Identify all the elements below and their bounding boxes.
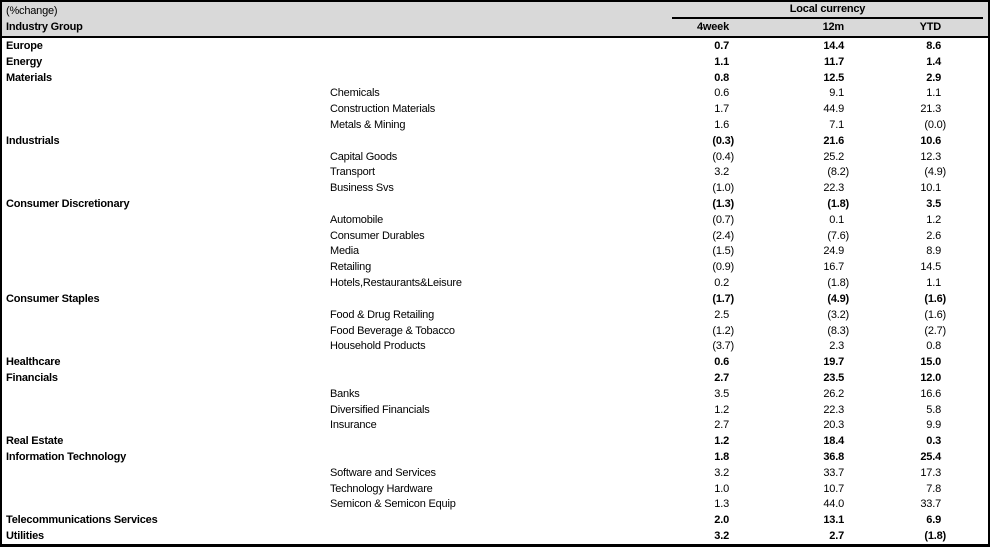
- value-cell: 22.3: [823, 403, 844, 416]
- table-row: [2, 101, 988, 117]
- value-cell: 33.7: [920, 498, 941, 511]
- row-label: Retailing: [330, 261, 372, 274]
- value-cell: 1.2: [714, 403, 729, 416]
- column-header-ytd: YTD: [919, 21, 941, 33]
- value-cell: 2.7: [714, 371, 729, 384]
- value-cell: (3.7): [712, 340, 734, 353]
- value-cell: 9.9: [926, 419, 941, 432]
- value-cell: 44.9: [823, 103, 844, 116]
- header-row-currency: [2, 2, 988, 19]
- table-row: [2, 228, 988, 244]
- value-cell: 0.1: [829, 213, 844, 226]
- value-cell: 21.3: [920, 103, 941, 116]
- value-cell: 2.5: [714, 308, 729, 321]
- table-row: [2, 449, 988, 465]
- row-label: Capital Goods: [330, 150, 398, 163]
- row-label: Technology Hardware: [330, 482, 433, 495]
- value-cell: 1.1: [714, 55, 729, 68]
- local-currency-group-header: [672, 2, 983, 19]
- table-row: [2, 85, 988, 101]
- value-cell: 0.8: [714, 71, 729, 84]
- row-label: Healthcare: [6, 356, 61, 369]
- row-label: Software and Services: [330, 466, 436, 479]
- value-cell: 1.2: [926, 213, 941, 226]
- value-cell: 1.8: [714, 451, 729, 464]
- value-cell: 15.0: [920, 356, 941, 369]
- value-cell: 10.6: [920, 134, 941, 147]
- value-cell: 7.1: [829, 118, 844, 131]
- row-label: Metals & Mining: [330, 118, 406, 131]
- row-label: Materials: [6, 71, 52, 84]
- value-cell: 19.7: [823, 356, 844, 369]
- table-row: [2, 307, 988, 323]
- row-label: Food Beverage & Tobacco: [330, 324, 455, 337]
- value-cell: 3.5: [714, 387, 729, 400]
- value-cell: (1.8): [827, 198, 849, 211]
- row-label: Information Technology: [6, 451, 127, 464]
- value-cell: 11.7: [823, 55, 844, 68]
- value-cell: 36.8: [823, 451, 844, 464]
- value-cell: 0.8: [926, 340, 941, 353]
- table-row: [2, 196, 988, 212]
- value-cell: (1.3): [712, 198, 734, 211]
- row-label: Consumer Discretionary: [6, 198, 130, 211]
- value-cell: 8.9: [926, 245, 941, 258]
- value-cell: 5.8: [926, 403, 941, 416]
- value-cell: (0.7): [712, 213, 734, 226]
- row-label: Chemicals: [330, 87, 380, 100]
- table-row: [2, 117, 988, 133]
- row-label: Transport: [330, 166, 375, 179]
- value-cell: (0.3): [712, 134, 734, 147]
- table-row: [2, 54, 988, 70]
- row-label: Diversified Financials: [330, 403, 430, 416]
- value-cell: 23.5: [823, 371, 844, 384]
- value-cell: 3.5: [926, 198, 941, 211]
- value-cell: 24.9: [823, 245, 844, 258]
- value-cell: 3.2: [714, 466, 729, 479]
- value-cell: (0.9): [712, 261, 734, 274]
- table-row: [2, 528, 988, 544]
- value-cell: 17.3: [920, 466, 941, 479]
- table-row: [2, 497, 988, 513]
- value-cell: 0.3: [926, 435, 941, 448]
- value-cell: 33.7: [823, 466, 844, 479]
- row-label: Consumer Durables: [330, 229, 425, 242]
- row-label: Business Svs: [330, 182, 394, 195]
- row-label: Construction Materials: [330, 103, 436, 116]
- value-cell: (1.0): [712, 182, 734, 195]
- table-row: [2, 512, 988, 528]
- value-cell: (1.6): [924, 292, 946, 305]
- pct-change-label: (%change): [6, 5, 58, 17]
- value-cell: (1.2): [712, 324, 734, 337]
- value-cell: 12.5: [823, 71, 844, 84]
- value-cell: 7.8: [926, 482, 941, 495]
- value-cell: 22.3: [823, 182, 844, 195]
- value-cell: 44.0: [823, 498, 844, 511]
- value-cell: (1.5): [712, 245, 734, 258]
- row-label: Europe: [6, 39, 43, 52]
- value-cell: 2.0: [714, 514, 729, 527]
- table-row: [2, 149, 988, 165]
- value-cell: (8.2): [827, 166, 849, 179]
- row-label: Telecommunications Services: [6, 514, 158, 527]
- table-row: [2, 165, 988, 181]
- row-label: Media: [330, 245, 359, 258]
- row-label: Semicon & Semicon Equip: [330, 498, 456, 511]
- table-row: [2, 370, 988, 386]
- value-cell: 8.6: [926, 39, 941, 52]
- row-label: Automobile: [330, 213, 384, 226]
- table-row: [2, 338, 988, 354]
- table-row: [2, 418, 988, 434]
- table-body: [2, 38, 988, 544]
- value-cell: 1.4: [926, 55, 941, 68]
- table-row: [2, 244, 988, 260]
- table-row: [2, 433, 988, 449]
- value-cell: (1.8): [924, 530, 946, 543]
- value-cell: 0.2: [714, 277, 729, 290]
- value-cell: 16.6: [920, 387, 941, 400]
- value-cell: 1.2: [714, 435, 729, 448]
- value-cell: 20.3: [823, 419, 844, 432]
- table-row: [2, 465, 988, 481]
- value-cell: 13.1: [823, 514, 844, 527]
- value-cell: (8.3): [827, 324, 849, 337]
- value-cell: (1.7): [712, 292, 734, 305]
- value-cell: 0.6: [714, 87, 729, 100]
- value-cell: 10.1: [920, 182, 941, 195]
- row-label: Insurance: [330, 419, 377, 432]
- table-row: [2, 481, 988, 497]
- table-header: [2, 2, 988, 38]
- industry-group-column-header: Industry Group: [6, 21, 83, 33]
- value-cell: 6.9: [926, 514, 941, 527]
- value-cell: 2.7: [829, 530, 844, 543]
- value-cell: 2.3: [829, 340, 844, 353]
- column-header-4week: 4week: [696, 21, 729, 33]
- table-row: [2, 354, 988, 370]
- value-cell: (2.7): [924, 324, 946, 337]
- value-cell: (2.4): [712, 229, 734, 242]
- row-label: Energy: [6, 55, 43, 68]
- table-row: [2, 259, 988, 275]
- value-cell: 14.5: [920, 261, 941, 274]
- value-cell: 2.7: [714, 419, 729, 432]
- row-label: Food & Drug Retailing: [330, 308, 435, 321]
- row-label: Utilities: [6, 530, 44, 543]
- value-cell: (1.6): [924, 308, 946, 321]
- value-cell: (1.8): [827, 277, 849, 290]
- value-cell: 1.3: [714, 498, 729, 511]
- table-row: [2, 70, 988, 86]
- value-cell: 25.4: [920, 451, 941, 464]
- value-cell: (0.4): [712, 150, 734, 163]
- value-cell: 1.1: [926, 87, 941, 100]
- value-cell: 21.6: [823, 134, 844, 147]
- value-cell: 1.6: [714, 118, 729, 131]
- value-cell: 12.0: [920, 371, 941, 384]
- value-cell: (3.2): [827, 308, 849, 321]
- row-label: Banks: [330, 387, 360, 400]
- row-label: Real Estate: [6, 435, 64, 448]
- value-cell: 14.4: [823, 39, 844, 52]
- value-cell: 3.2: [714, 166, 729, 179]
- value-cell: 25.2: [823, 150, 844, 163]
- table-row: [2, 38, 988, 54]
- value-cell: 3.2: [714, 530, 729, 543]
- table-row: [2, 212, 988, 228]
- table-row: [2, 275, 988, 291]
- value-cell: 26.2: [823, 387, 844, 400]
- value-cell: 2.9: [926, 71, 941, 84]
- value-cell: (7.6): [827, 229, 849, 242]
- value-cell: 18.4: [823, 435, 844, 448]
- value-cell: 1.7: [714, 103, 729, 116]
- table-row: [2, 133, 988, 149]
- column-header-12m: 12m: [822, 21, 844, 33]
- table-row: [2, 323, 988, 339]
- local-currency-label: Local currency: [789, 3, 866, 15]
- value-cell: (4.9): [827, 292, 849, 305]
- value-cell: 1.1: [926, 277, 941, 290]
- value-cell: 16.7: [823, 261, 844, 274]
- value-cell: 0.7: [714, 39, 729, 52]
- value-cell: 0.6: [714, 356, 729, 369]
- row-label: Financials: [6, 371, 58, 384]
- table-row: [2, 291, 988, 307]
- value-cell: 12.3: [920, 150, 941, 163]
- value-cell: 10.7: [823, 482, 844, 495]
- value-cell: 9.1: [829, 87, 844, 100]
- value-cell: (4.9): [924, 166, 946, 179]
- table-row: [2, 386, 988, 402]
- row-label: Hotels,Restaurants&Leisure: [330, 277, 462, 290]
- table-row: [2, 402, 988, 418]
- value-cell: 2.6: [926, 229, 941, 242]
- row-label: Household Products: [330, 340, 426, 353]
- table-row: [2, 180, 988, 196]
- row-label: Consumer Staples: [6, 292, 100, 305]
- value-cell: (0.0): [924, 118, 946, 131]
- header-row-columns: [2, 19, 988, 36]
- value-cell: 1.0: [714, 482, 729, 495]
- row-label: Industrials: [6, 134, 60, 147]
